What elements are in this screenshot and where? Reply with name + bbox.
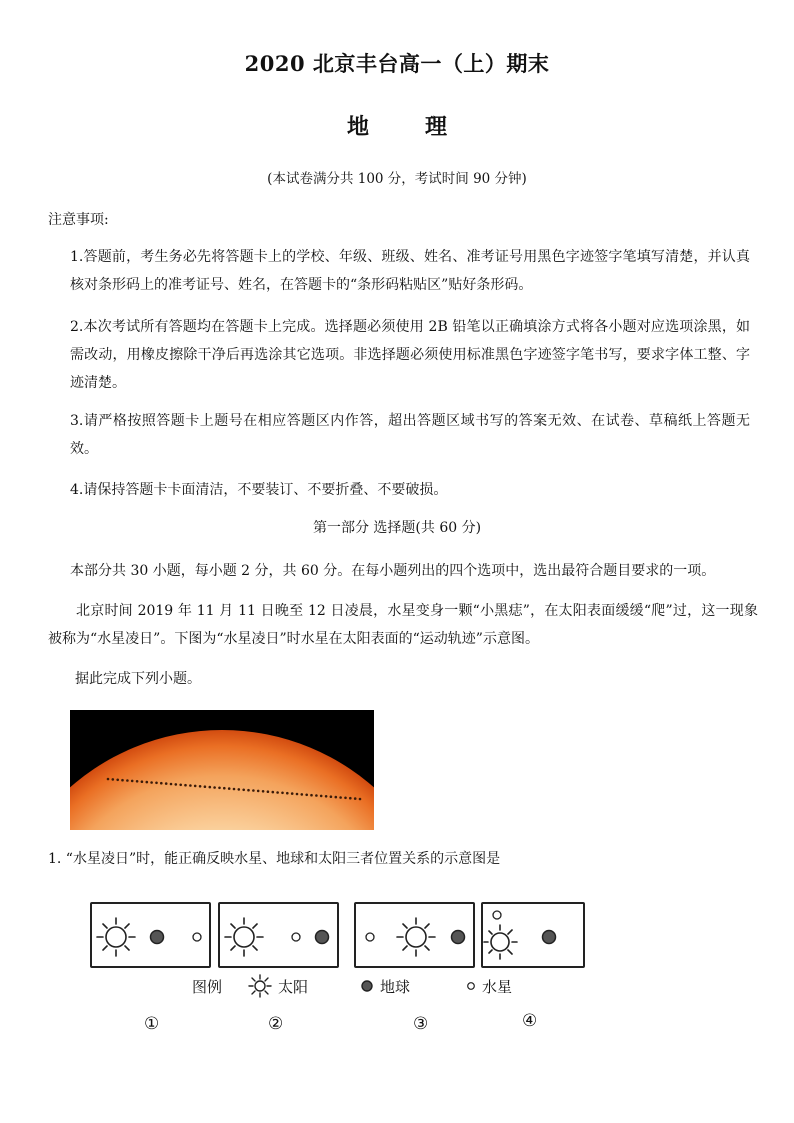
legend-label: 图例	[192, 977, 223, 996]
mercury-path-dot	[136, 780, 139, 783]
notice-item-1: 1.答题前，考生务必先将答题卡上的学校、年级、班级、姓名、准考证号用黑色字迹签字笔填写清楚，并认真核对条形码上的准考证号、姓名，在答题卡的“条形码粘贴区”贴好条形码。	[70, 249, 750, 293]
mercury-path-dot	[354, 797, 357, 800]
mercury-path-dot	[267, 790, 270, 793]
option-number-1: ①	[144, 1014, 160, 1034]
mercury-path-dot	[165, 782, 168, 785]
earth-icon	[452, 931, 465, 944]
mercury-path-dot	[184, 784, 187, 787]
mercury-icon	[292, 933, 300, 941]
legend-earth-label: 地球	[380, 977, 411, 996]
sun-icon	[225, 918, 263, 956]
mercury-path-dot	[252, 789, 255, 792]
mercury-path-dot	[257, 790, 260, 793]
mercury-path-dot	[121, 779, 124, 782]
mercury-path-dot	[155, 782, 158, 785]
option-panel-1	[90, 902, 211, 968]
mercury-path-dot	[218, 787, 221, 790]
position-diagram	[90, 898, 590, 1048]
notice-item-2: 2.本次考试所有答题均在答题卡上完成。选择题必须使用 2B 铅笔以正确填涂方式将各小题对应选项涂黑，如需改动，用橡皮擦除干净后再选涂其它选项。非选择题必须使用标准黑色字迹签字笔书写，要求字体工整、字迹清楚。	[70, 319, 750, 391]
mercury-path-dot	[146, 781, 149, 784]
option-panel-2	[218, 902, 339, 968]
section-title: 第一部分 选择题(共 60 分)	[312, 520, 482, 536]
sun-transit-image	[70, 710, 374, 830]
section-intro: 本部分共 30 小题，每小题 2 分，共 60 分。在每小题列出的四个选项中，选出最符合题目要求的一项。	[70, 563, 716, 579]
mercury-path-dot	[262, 790, 265, 793]
mercury-path-dot	[315, 794, 318, 797]
mercury-path-dot	[209, 786, 212, 789]
mercury-path-dot	[204, 785, 207, 788]
earth-icon	[151, 931, 164, 944]
mercury-path-dot	[233, 788, 236, 791]
sun-icon	[97, 918, 135, 956]
legend-mercury-icon	[466, 981, 476, 991]
mercury-path-dot	[116, 779, 119, 782]
mercury-path-dot	[112, 778, 115, 781]
subject-heading	[0, 110, 794, 141]
mercury-path-dot	[330, 795, 333, 798]
mercury-path-dot	[325, 795, 328, 798]
mercury-icon	[366, 933, 374, 941]
passage-task: 据此完成下列小题。	[75, 671, 201, 687]
option-panel-3	[354, 902, 475, 968]
sun-icon	[397, 918, 435, 956]
option-number-4: ④	[522, 1011, 538, 1031]
mercury-path-dot	[349, 797, 352, 800]
diagram-legend	[192, 972, 512, 1000]
mercury-path-dot	[247, 789, 250, 792]
mercury-icon	[493, 911, 501, 919]
legend-sun-icon	[248, 974, 272, 998]
option-number-3: ③	[413, 1014, 429, 1034]
mercury-path-dot	[310, 794, 313, 797]
mercury-path-dot	[126, 779, 129, 782]
passage-story: 北京时间 2019 年 11 月 11 日晚至 12 日凌晨，水星变身一颗“小黑痣”，在太阳表面缓缓“爬”过，这一现象被称为“水星凌日”。下图为“水星凌日”时水星在太阳表面的“运动轨迹”示意图。	[48, 603, 758, 647]
mercury-path-dot	[107, 778, 110, 781]
mercury-path-dot	[175, 783, 178, 786]
mercury-path-dot	[131, 780, 134, 783]
notice-item-3: 3.请严格按照答题卡上题号在相应答题区内作答，超出答题区域书写的答案无效、在试卷、草稿纸上答题无效。	[70, 413, 750, 457]
mercury-transit-photo	[70, 710, 374, 830]
mercury-path-dot	[305, 794, 308, 797]
mercury-path-dot	[238, 788, 241, 791]
mercury-path-dot	[320, 795, 323, 798]
mercury-path-dot	[286, 792, 289, 795]
exam-title: 2020 北京丰台高一（上）期末	[244, 51, 550, 76]
mercury-path-dot	[150, 781, 153, 784]
mercury-path-dot	[276, 791, 279, 794]
mercury-path-dot	[223, 787, 226, 790]
mercury-path-dot	[281, 792, 284, 795]
mercury-path-dot	[301, 793, 304, 796]
earth-icon	[316, 931, 329, 944]
mercury-path-dot	[228, 787, 231, 790]
mercury-path-dot	[335, 796, 338, 799]
mercury-path-dot	[170, 783, 173, 786]
question-1-stem: 1. “水星凌日”时，能正确反映水星、地球和太阳三者位置关系的示意图是	[48, 851, 501, 867]
option-panel-4	[481, 902, 585, 968]
mercury-path-dot	[194, 785, 197, 788]
exam-info: (本试卷满分共 100 分，考试时间 90 分钟)	[267, 171, 527, 187]
mercury-icon	[193, 933, 201, 941]
subject-char-2: 理	[425, 114, 448, 140]
notes-label: 注意事项:	[48, 212, 109, 228]
mercury-path-dot	[291, 792, 294, 795]
mercury-path-dot	[344, 797, 347, 800]
legend-mercury-label: 水星	[482, 977, 513, 996]
legend-earth-icon	[360, 979, 374, 993]
mercury-path-dot	[179, 784, 182, 787]
mercury-path-dot	[213, 786, 216, 789]
subject-char-1: 地	[346, 114, 369, 140]
mercury-path-dot	[296, 793, 299, 796]
mercury-path-dot	[339, 796, 342, 799]
mercury-path-dot	[199, 785, 202, 788]
earth-icon	[543, 931, 556, 944]
notice-item-4: 4.请保持答题卡卡面清洁，不要装订、不要折叠、不要破损。	[70, 482, 448, 498]
mercury-path-dot	[359, 798, 362, 801]
mercury-path-dot	[160, 782, 163, 785]
option-number-2: ②	[268, 1014, 284, 1034]
mercury-path-dot	[141, 780, 144, 783]
sun-icon	[484, 925, 517, 959]
legend-sun-label: 太阳	[278, 977, 309, 996]
mercury-path-dot	[189, 784, 192, 787]
mercury-path-dot	[242, 789, 245, 792]
mercury-path-dot	[272, 791, 275, 794]
